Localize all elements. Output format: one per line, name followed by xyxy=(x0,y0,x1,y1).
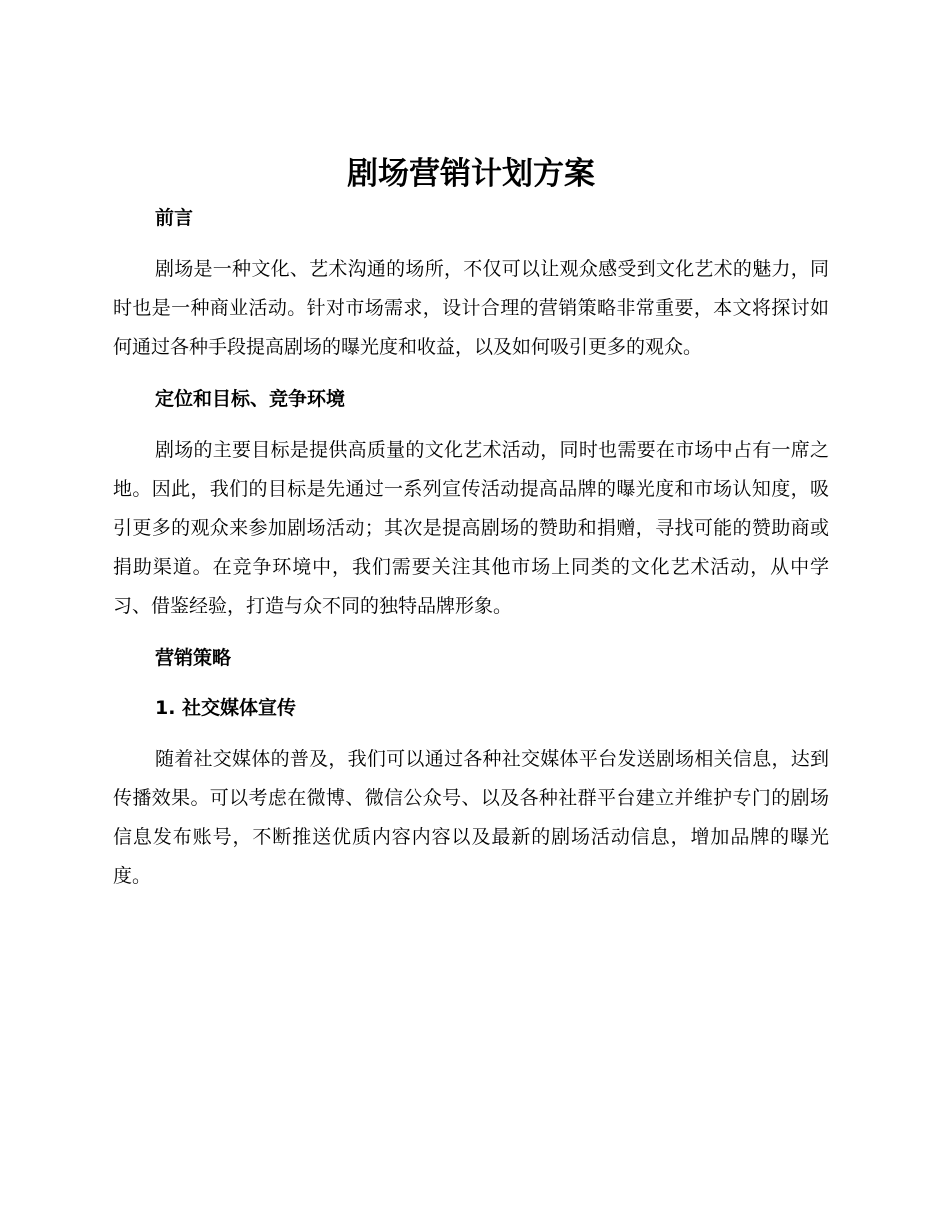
paragraph-positioning: 剧场的主要目标是提供高质量的文化艺术活动，同时也需要在市场中占有一席之地。因此，我们的目标是先通过一系列宣传活动提高品牌的曝光度和市场认知度，吸引更多的观众来参加剧场活动；其次是提高剧场的赞助和捐赠，寻找可能的赞助商或捐助渠道。在竞争环境中，我们需要关注其他市场上同类的文化艺术活动，从中学习、借鉴经验，打造与众不同的独特品牌形象。 xyxy=(113,439,829,617)
spacer xyxy=(113,626,829,640)
section-heading-strategy: 营销策略 xyxy=(155,647,232,669)
spacer xyxy=(113,236,829,250)
document-title: 剧场营销计划方案 xyxy=(347,156,595,192)
paragraph-social-media: 随着社交媒体的普及，我们可以通过各种社交媒体平台发送剧场相关信息，达到传播效果。可以考虑在微博、微信公众号、以及各种社群平台建立并维护专门的剧场信息发布账号，不断推送优质内容内容以及最新的剧场活动信息，增加品牌的曝光度。 xyxy=(113,748,829,887)
document-body xyxy=(113,148,829,896)
section-heading-preface: 前言 xyxy=(155,207,194,229)
section-heading-positioning: 定位和目标、竞争环境 xyxy=(155,388,346,410)
spacer xyxy=(113,726,829,740)
spacer xyxy=(113,417,829,431)
spacer xyxy=(113,367,829,381)
paragraph-preface: 剧场是一种文化、艺术沟通的场所，不仅可以让观众感受到文化艺术的魅力，同时也是一种商业活动。针对市场需求，设计合理的营销策略非常重要，本文将探讨如何通过各种手段提高剧场的曝光度和收益，以及如何吸引更多的观众。 xyxy=(113,258,829,358)
spacer xyxy=(113,676,829,690)
section-heading-social-media: 1. 社交媒体宣传 xyxy=(155,697,297,719)
